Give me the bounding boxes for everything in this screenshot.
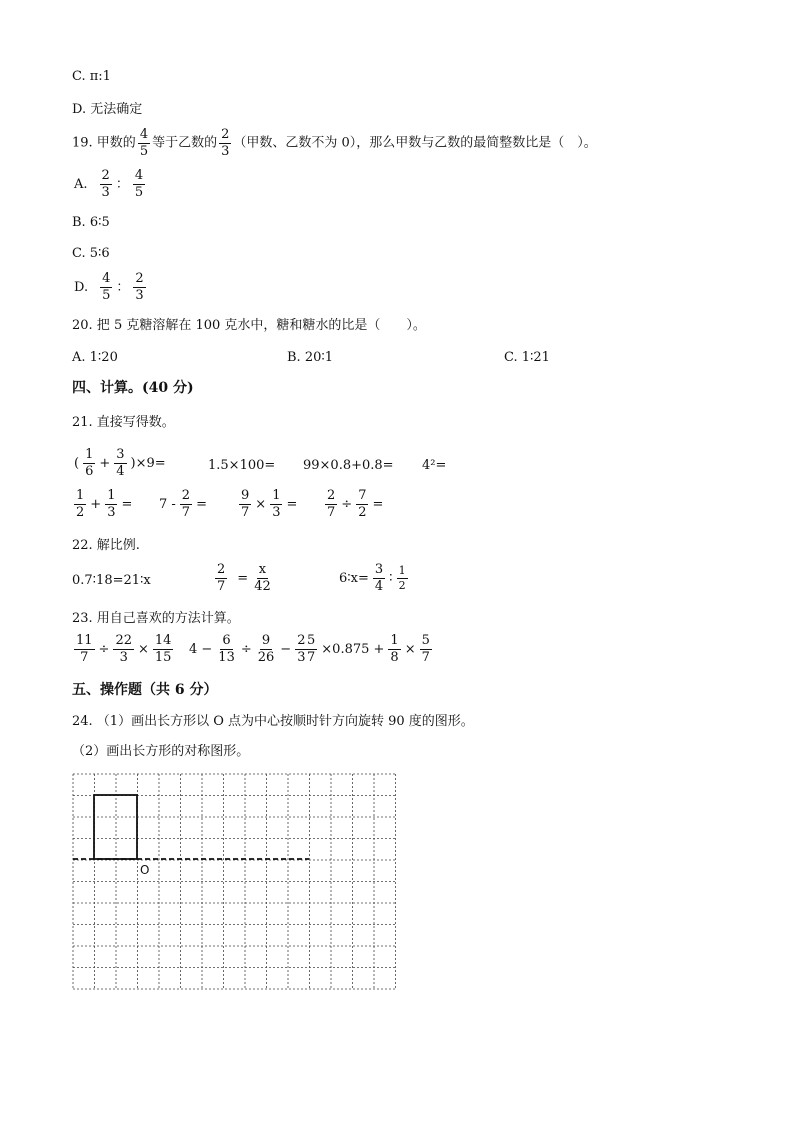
- numerator: 7: [358, 488, 367, 503]
- q22-proportion-1: 0.7∶18=21∶x: [72, 573, 151, 588]
- q23-stem: 23. 用自己喜欢的方法计算。: [72, 611, 240, 626]
- denominator: 42: [254, 578, 271, 594]
- equals-sign: =: [286, 496, 298, 512]
- fraction: [270, 489, 282, 519]
- fraction: [373, 563, 385, 593]
- denominator: 2: [398, 578, 406, 592]
- expr-tail: )×9=: [130, 455, 166, 471]
- q20-stem: 20. 把 5 克糖溶解在 100 克水中，糖和糖水的比是（ ）。: [72, 318, 426, 333]
- fraction: [180, 489, 192, 519]
- denominator: 7: [181, 504, 191, 520]
- numerator: 4: [139, 127, 149, 142]
- numerator: 6: [222, 633, 231, 648]
- numerator: 5: [307, 633, 316, 648]
- q20-option-c: C. 1∶21: [504, 350, 550, 365]
- fraction: [100, 169, 112, 199]
- times-sign: ×: [255, 496, 267, 512]
- fraction: [105, 489, 117, 519]
- expr-middle: ×0.875 +: [321, 641, 385, 657]
- ratio-sign: ：: [115, 176, 129, 192]
- denominator: 4: [374, 578, 384, 594]
- fraction: [388, 634, 400, 664]
- q21-expr-6: [157, 489, 209, 519]
- option-label: D.: [74, 279, 89, 295]
- numerator: 3: [116, 447, 125, 462]
- denominator: 5: [139, 143, 149, 159]
- q18-option-d: D. 无法确定: [72, 102, 143, 117]
- q19-option-d: [72, 272, 148, 302]
- plus-sign: +: [99, 455, 111, 471]
- numerator: x: [258, 562, 267, 577]
- q23-calc-3: [303, 634, 434, 664]
- q20-option-a: A. 1∶20: [72, 350, 118, 365]
- numerator: 1: [398, 564, 406, 578]
- fraction: [133, 272, 145, 302]
- q21-expr-2: 1.5×100=: [208, 458, 276, 473]
- q19-option-c: C. 5∶6: [72, 246, 110, 261]
- denominator: 3: [135, 287, 144, 303]
- fraction: [83, 448, 95, 478]
- denominator: 8: [390, 649, 399, 665]
- fraction: [420, 634, 432, 664]
- fraction: [325, 489, 337, 519]
- ratio-sign: ：: [116, 279, 130, 295]
- numerator: 1: [390, 633, 399, 648]
- q18-option-c: C. π:1: [72, 69, 111, 84]
- numerator: 11: [76, 633, 93, 648]
- equals-sign: =: [196, 496, 207, 512]
- point-o-label: O: [140, 863, 150, 877]
- equals-sign: =: [121, 496, 133, 512]
- numerator: 1: [76, 488, 85, 503]
- denominator: 2: [76, 504, 85, 520]
- expr-head: 4 −: [189, 641, 213, 657]
- q19-text-3: （甲数、乙数不为 0），那么甲数与乙数的最简整数比是（ ）。: [233, 135, 597, 151]
- q22-stem: 22. 解比例.: [72, 538, 140, 553]
- numerator: 2: [135, 271, 144, 286]
- option-label: A.: [74, 176, 88, 192]
- times-sign: ×: [138, 641, 149, 657]
- denominator: 3: [101, 184, 110, 200]
- denominator: 7: [327, 504, 336, 520]
- numerator: 4: [102, 271, 111, 286]
- denominator: 4: [116, 463, 125, 479]
- fraction: [215, 563, 227, 593]
- denominator: 3: [119, 649, 128, 665]
- equals-sign: =: [372, 496, 384, 512]
- section-4-heading: 四、计算。(40 分): [72, 380, 194, 396]
- divide-sign: ÷: [240, 641, 252, 657]
- numerator: 1: [272, 488, 281, 503]
- numerator: 9: [261, 633, 271, 648]
- numerator: 2: [297, 633, 306, 648]
- denominator: 15: [154, 649, 172, 665]
- q22-proportion-2: [213, 563, 275, 593]
- numerator: 1: [107, 488, 116, 503]
- q21-expr-1: [72, 448, 168, 478]
- q21-expr-4: 4²=: [422, 458, 447, 473]
- q21-expr-5: [72, 489, 134, 519]
- q19-option-b: B. 6∶5: [72, 215, 110, 230]
- denominator: 7: [241, 504, 250, 520]
- denominator: 2: [358, 504, 367, 520]
- numerator: 2: [181, 488, 191, 503]
- denominator: 7: [217, 578, 226, 594]
- denominator: 5: [134, 184, 144, 200]
- q21-expr-7: [237, 489, 299, 519]
- numerator: 5: [421, 633, 430, 648]
- numerator: 2: [327, 488, 336, 503]
- numerator: 1: [85, 447, 94, 462]
- q23-calc-2: [187, 634, 309, 664]
- denominator: 3: [272, 504, 281, 520]
- expr-head: 6∶x=: [339, 570, 369, 586]
- q24-instruction-1: 24. （1）画出长方形以 O 点为中心按顺时针方向旋转 90 度的图形。: [72, 714, 474, 729]
- q24-grid-figure: [72, 773, 396, 991]
- numerator: 3: [374, 562, 384, 577]
- fraction: [252, 563, 273, 593]
- denominator: 7: [80, 649, 89, 665]
- fraction: [74, 634, 95, 664]
- fraction: [356, 489, 368, 519]
- fraction: [100, 272, 112, 302]
- q21-expr-8: [323, 489, 385, 519]
- denominator: 3: [221, 143, 230, 159]
- fraction: [133, 169, 145, 199]
- numerator: 2: [221, 127, 230, 142]
- ratio-sign: ∶: [389, 570, 393, 586]
- dashed-grid: [73, 774, 396, 989]
- q21-stem: 21. 直接写得数。: [72, 415, 175, 430]
- q21-expr-3: 99×0.8+0.8=: [303, 458, 394, 473]
- numerator: 22: [115, 633, 132, 648]
- fraction: [138, 128, 150, 158]
- denominator: 5: [102, 287, 111, 303]
- fraction: [113, 634, 134, 664]
- equals-sign: =: [237, 570, 249, 586]
- fraction: [114, 448, 126, 478]
- q19-option-a: [72, 169, 147, 199]
- numerator: 4: [134, 168, 144, 183]
- denominator: 7: [307, 649, 316, 665]
- plus-sign: +: [90, 496, 102, 512]
- fraction: [216, 634, 237, 664]
- divide-sign: ÷: [341, 496, 353, 512]
- q19-text-1: 19. 甲数的: [72, 135, 136, 151]
- times-sign: ×: [404, 641, 416, 657]
- rectangle-shape: [94, 795, 137, 859]
- section-5-heading: 五、操作题（共 6 分）: [72, 682, 218, 698]
- numerator: 9: [241, 488, 250, 503]
- fraction: [74, 489, 86, 519]
- paren: (: [74, 455, 80, 471]
- fraction: [153, 634, 174, 664]
- q22-proportion-3: [337, 563, 410, 593]
- denominator: 7: [421, 649, 430, 665]
- numerator: 14: [154, 633, 172, 648]
- fraction: [305, 634, 317, 664]
- fraction: [256, 634, 277, 664]
- numerator: 2: [101, 168, 110, 183]
- denominator: 3: [107, 504, 116, 520]
- q19-stem: [72, 128, 597, 158]
- fraction: [219, 128, 231, 158]
- fraction: [397, 565, 408, 591]
- numerator: 2: [217, 562, 226, 577]
- minus-sign: −: [280, 641, 292, 657]
- fraction: [239, 489, 251, 519]
- q23-calc-1: [72, 634, 175, 664]
- denominator: 6: [85, 463, 94, 479]
- q24-instruction-2: （2）画出长方形的对称图形。: [72, 744, 250, 759]
- q20-option-b: B. 20∶1: [287, 350, 334, 365]
- denominator: 26: [257, 649, 275, 665]
- denominator: 13: [218, 649, 235, 665]
- denominator: 3: [297, 649, 306, 665]
- q19-text-2: 等于乙数的: [152, 135, 218, 151]
- expr-head: 7 -: [159, 496, 176, 512]
- divide-sign: ÷: [98, 641, 110, 657]
